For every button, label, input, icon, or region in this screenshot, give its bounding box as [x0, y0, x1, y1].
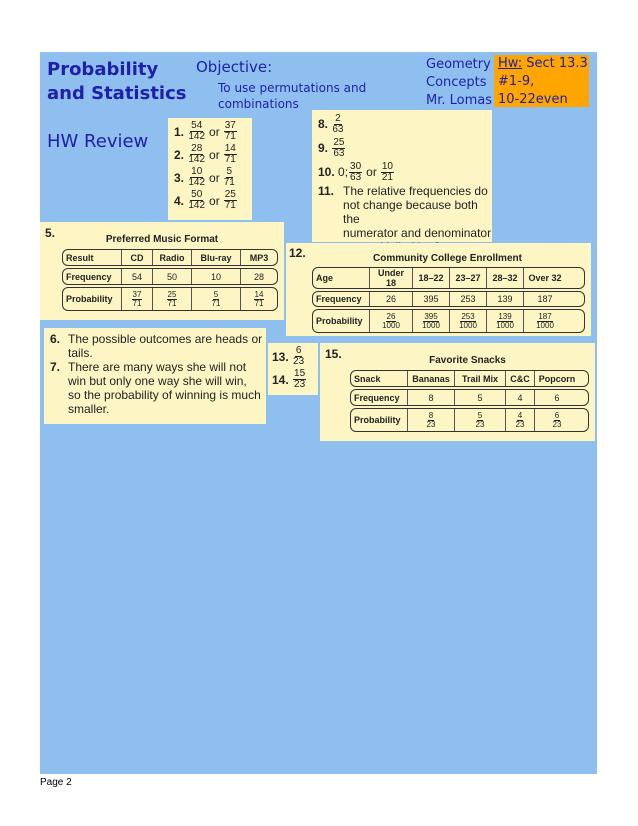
objective-line-2: combinations: [218, 97, 299, 111]
answer-text-line: win but only one way she will win,: [68, 374, 247, 388]
answer-number: 11.: [318, 184, 335, 198]
hw-review-label: HW Review: [47, 131, 149, 152]
row-label: Probability: [313, 310, 370, 332]
course-line-3: Mr. Lomas: [426, 93, 493, 108]
table-header: Result: [63, 250, 122, 265]
table-cell: 4: [506, 390, 535, 405]
objective-line-1: To use permutations and: [218, 81, 367, 95]
fraction: $\frac{50}{142}$: [188, 189, 206, 211]
fraction: $\frac{25}{71}$: [224, 189, 236, 211]
or-word: or: [366, 165, 377, 179]
answer-text-line: The relative frequencies do: [343, 184, 488, 198]
answer-number: 2.: [174, 147, 185, 162]
fraction: $\frac{5}{71}$: [223, 166, 235, 188]
fraction: $\frac{10}{142}$: [188, 166, 206, 188]
answer-number: 9.: [318, 141, 329, 155]
answer-text-line: tails.: [68, 346, 93, 360]
table-cell: 139: [487, 292, 524, 306]
answer-number: 14.: [272, 372, 289, 387]
row-label: Frequency: [313, 292, 370, 306]
answer-number: 6.: [50, 332, 61, 346]
title-line-1: Probability: [47, 59, 159, 80]
table-cell: $\frac{5}{71}$: [192, 288, 241, 310]
row-label: Probability: [63, 288, 122, 310]
music-format-table: [62, 249, 278, 311]
or-word: or: [209, 124, 220, 139]
objective-label: Objective:: [196, 58, 273, 76]
table-cell: 253: [450, 292, 487, 306]
question-number: 15.: [325, 347, 342, 361]
answer-row: [174, 166, 252, 189]
table-header: Bananas: [408, 371, 455, 386]
table-cell: 6: [554, 392, 560, 403]
answer-text-line: so the probability of winning is much: [68, 388, 261, 402]
answer-row: [318, 160, 492, 184]
table-title: Favorite Snacks: [429, 355, 506, 366]
enrollment-table: [312, 267, 585, 333]
table-cell: 187: [537, 294, 553, 304]
fraction: $\frac{25}{63}$: [333, 136, 345, 159]
answer-number: 4.: [174, 193, 185, 208]
table-cell: $\frac{26}{1000}$: [370, 310, 413, 332]
answers-8-11: [312, 110, 492, 242]
table-header: Trail Mix: [455, 371, 506, 386]
hw-section: Sect 13.3: [526, 56, 588, 71]
course-info: [426, 56, 492, 110]
fraction: $\frac{37}{71}$: [224, 120, 236, 142]
hw-label: Hw:: [498, 56, 523, 71]
table-cell: $\frac{25}{71}$: [153, 288, 192, 310]
page-title: [47, 58, 186, 106]
table-cell: $\frac{8}{23}$: [408, 409, 455, 431]
course-line-1: Geometry: [426, 57, 491, 72]
table-header: Snack: [351, 371, 408, 386]
title-line-2: and Statistics: [47, 83, 187, 104]
answer-row: [50, 360, 266, 416]
answer-row: [174, 143, 252, 166]
table-cell: 26: [370, 292, 413, 306]
table-header: 28–32: [487, 268, 524, 288]
fraction: $\frac{14}{71}$: [224, 143, 236, 165]
table-header: Blu-ray: [192, 250, 241, 265]
table-cell: $\frac{14}{71}$: [254, 289, 264, 308]
question-number: 5.: [45, 226, 56, 240]
table-cell: $\frac{139}{1000}$: [487, 310, 524, 332]
table-cell: $\frac{4}{23}$: [506, 409, 535, 431]
table-header: 18–22: [413, 268, 450, 288]
objective-text: [218, 80, 366, 112]
table-cell: $\frac{395}{1000}$: [413, 310, 450, 332]
answer-number: 13.: [272, 349, 289, 364]
answers-1-4: [168, 118, 252, 220]
answer-text-line: There are many ways she will not: [68, 360, 247, 374]
table-cell: $\frac{187}{1000}$: [536, 311, 554, 330]
table-title: Community College Enrollment: [373, 253, 522, 264]
table-cell: 28: [253, 271, 264, 282]
answer-row: [174, 189, 252, 212]
row-label: Probability: [351, 409, 408, 431]
answer-row: [174, 120, 252, 143]
question-number: 12.: [289, 246, 306, 260]
row-label: Frequency: [351, 390, 408, 405]
answer-row: [50, 332, 266, 360]
answer-row: [272, 368, 318, 391]
table-cell: 54: [122, 269, 153, 284]
answer-row: [318, 112, 492, 136]
table-header: Age: [313, 268, 370, 288]
answer-text-line: numerator and denominator: [343, 226, 492, 240]
table-cell: 50: [153, 269, 192, 284]
or-word: or: [209, 170, 220, 185]
answer-text-line: The possible outcomes are heads or: [68, 332, 263, 346]
or-word: or: [209, 193, 220, 208]
answer-text-line: smaller.: [68, 402, 110, 416]
or-word: or: [209, 147, 220, 162]
fraction: $\frac{10}{21}$: [381, 160, 393, 183]
page-number: Page 2: [40, 777, 72, 788]
table-cell: 395: [413, 292, 450, 306]
snacks-table: [350, 370, 589, 432]
answers-13-14: [268, 343, 318, 395]
table-cell: $\frac{6}{23}$: [552, 410, 562, 429]
table-cell: $\frac{37}{71}$: [122, 288, 153, 310]
table-header: CD: [122, 250, 153, 265]
fraction: $\frac{30}{63}$: [350, 160, 362, 183]
homework-box: [494, 55, 589, 107]
table-cell: $\frac{5}{23}$: [455, 409, 506, 431]
table-title: Preferred Music Format: [105, 234, 219, 245]
question-12-panel: [286, 243, 591, 336]
table-cell: 5: [455, 390, 506, 405]
answer-row: [318, 136, 492, 160]
table-cell: $\frac{253}{1000}$: [450, 310, 487, 332]
answer-number: 1.: [174, 124, 185, 139]
fraction: $\frac{6}{23}$: [293, 345, 305, 367]
answer-number: 3.: [174, 170, 185, 185]
hw-line-3: 10-22even: [498, 92, 568, 107]
answer-number: 8.: [318, 117, 329, 131]
table-header: Popcorn: [538, 373, 576, 384]
table-header: C&C: [506, 371, 535, 386]
fraction: $\frac{28}{142}$: [188, 143, 206, 165]
answer-number: 10.: [318, 165, 335, 179]
table-header: Radio: [153, 250, 192, 265]
fraction: $\frac{2}{63}$: [332, 112, 344, 135]
question-15-panel: [320, 343, 595, 441]
hw-line-2: #1-9,: [498, 74, 535, 89]
table-header: Over 32: [528, 273, 562, 283]
table-header: 23–27: [450, 268, 487, 288]
answer-row: [272, 345, 318, 368]
table-header: Under 18: [370, 268, 413, 288]
table-cell: 8: [408, 390, 455, 405]
row-label: Frequency: [63, 269, 122, 284]
fraction: $\frac{15}{23}$: [294, 368, 306, 390]
question-5-panel: [40, 222, 284, 320]
course-line-2: Concepts: [426, 75, 487, 90]
table-header: MP3: [249, 252, 269, 263]
table-cell: 10: [192, 269, 241, 284]
fraction: $\frac{54}{142}$: [188, 120, 206, 142]
answer-number: 7.: [50, 360, 61, 374]
answers-6-7: [44, 328, 266, 424]
answer-text-line: not change because both the: [343, 198, 478, 226]
answer-prefix: 0;: [338, 165, 349, 179]
